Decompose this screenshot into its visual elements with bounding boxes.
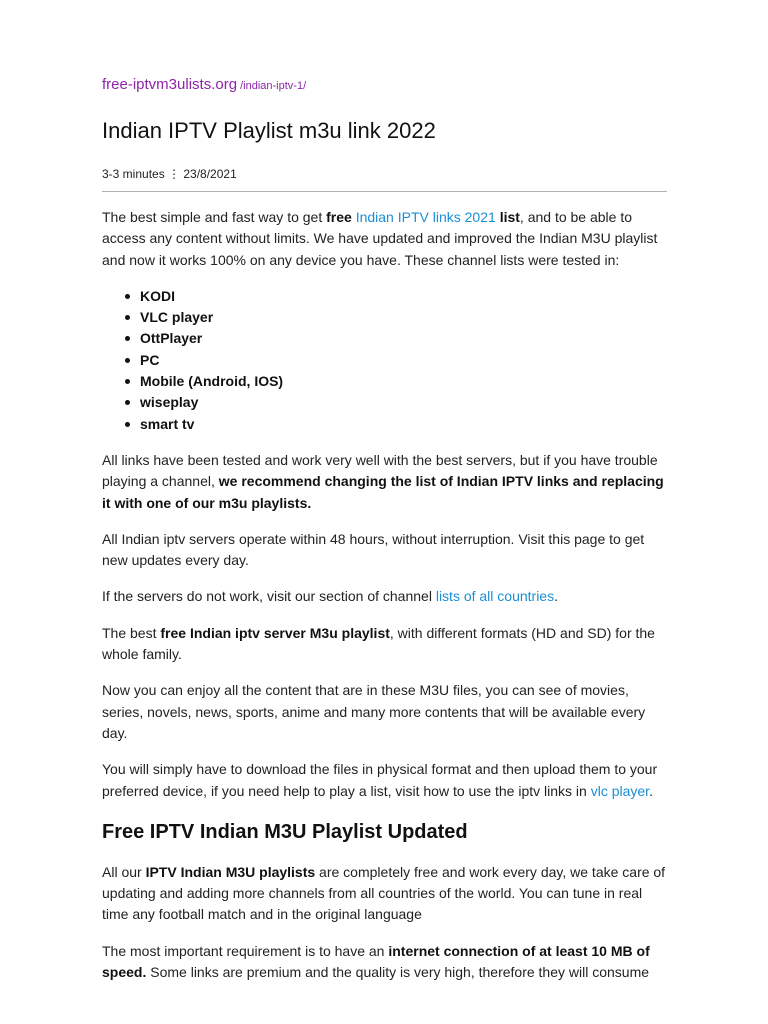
servers-paragraph: All Indian iptv servers operate within 48 hours, without interruption. Visit this page to get new updates every day. — [102, 530, 645, 569]
article-title: Indian IPTV Playlist m3u link 2022 — [102, 118, 436, 143]
requirement-paragraph — [102, 941, 668, 984]
bullet-icon — [125, 400, 130, 405]
device-label: PC — [140, 351, 160, 368]
device-list-item — [140, 350, 668, 371]
text: If the servers do not work, visit our section of channel — [102, 588, 436, 605]
bullet-icon — [125, 358, 130, 363]
text: The most important requirement is to have an — [102, 942, 389, 959]
bold-text: list — [499, 209, 520, 225]
device-label: wiseplay — [140, 394, 199, 411]
text: . — [554, 588, 558, 605]
bold-text: free Indian iptv server M3u playlist — [160, 624, 390, 641]
text: All links have been tested and work very well with the best servers, but if you have trouble playing a channel, — [102, 451, 658, 490]
lists-of-all-countries-link[interactable]: lists of all countries — [435, 588, 555, 605]
bullet-icon — [125, 315, 130, 320]
section-heading: Free IPTV Indian M3U Playlist Updated — [102, 820, 468, 843]
source-url[interactable] — [102, 76, 306, 94]
device-list-item — [140, 307, 668, 328]
links-tested-paragraph — [102, 450, 668, 514]
enjoy-content-paragraph: Now you can enjoy all the content that are in these M3U files, you can see of movies, series, novels, news, sports, anime and many more contents that will be available every day. — [102, 682, 646, 741]
indian-iptv-links-link[interactable]: Indian IPTV links 2021 — [355, 209, 496, 225]
text: , with different formats (HD and SD) for the whole family. — [102, 624, 655, 663]
text: Some links are premium and the quality is very high, therefore they will consume — [146, 964, 650, 981]
bold-text: IPTV Indian M3U playlists — [145, 863, 316, 880]
bullet-icon — [125, 294, 130, 299]
device-list-item — [140, 371, 668, 392]
best-server-paragraph — [102, 623, 668, 666]
text: All our — [102, 863, 146, 880]
text: The best simple and fast way to get — [102, 209, 327, 225]
device-list-item — [140, 392, 668, 413]
download-paragraph — [102, 759, 668, 802]
playlists-free-paragraph — [102, 862, 668, 926]
bold-text: we recommend changing the list of Indian IPTV links and replacing it with one of our m3u playlists. — [102, 473, 664, 511]
divider — [102, 191, 667, 192]
bold-text: free — [326, 209, 352, 225]
device-label: VLC player — [140, 309, 214, 326]
text: , and to be able to access any content without limits. We have updated and improved the Indian M3U playlist and now it works 100% on any device you have. These channel lists were tested in: — [102, 209, 658, 268]
device-label: KODI — [140, 287, 175, 304]
article-meta: 3-3 minutes ⋮ 23/8/2021 — [102, 167, 237, 181]
bullet-icon — [125, 336, 130, 341]
device-list-item — [140, 328, 668, 349]
bullet-icon — [125, 379, 130, 384]
device-label: OttPlayer — [140, 330, 203, 347]
text: The best — [102, 624, 161, 641]
servers-not-work-paragraph — [102, 586, 668, 607]
text: are completely free and work every day, we take care of updating and adding more channels from all countries of the world. You can tune in real time any football match and in the original language — [102, 863, 666, 923]
device-label: smart tv — [140, 415, 195, 432]
text: You will simply have to download the files in physical format and then upload them to your preferred device, if you need help to play a list, visit how to use the iptv links in — [102, 761, 658, 799]
intro-paragraph — [102, 207, 668, 271]
source-domain[interactable]: free-iptvm3ulists.org — [102, 76, 238, 93]
bold-text: internet connection of at least 10 MB of speed. — [102, 942, 650, 981]
bullet-icon — [125, 422, 130, 427]
vlc-player-link[interactable]: vlc player — [590, 782, 650, 799]
device-list — [102, 286, 668, 435]
text: . — [649, 782, 653, 799]
article-body — [102, 207, 668, 998]
device-list-item — [140, 286, 668, 307]
source-path[interactable]: /indian-iptv-1/ — [237, 80, 307, 92]
device-label: Mobile (Android, IOS) — [140, 373, 284, 390]
device-list-item — [140, 414, 668, 435]
